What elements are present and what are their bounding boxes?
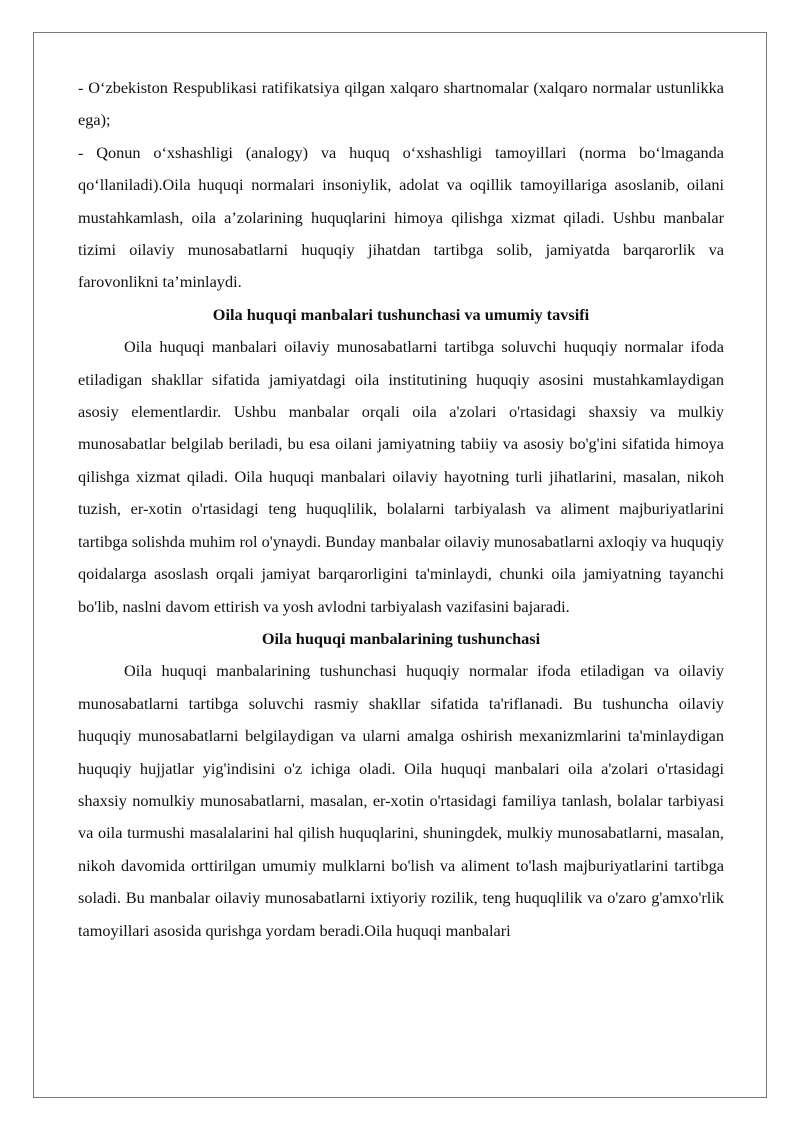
section-heading-general-description: Oila huquqi manbalari tushunchasi va umumiy tavsifi [212,304,590,324]
document-body [78,72,724,947]
list-item-analogy-principles: - Qonun o‘xshashligi (analogy) va huquq o‘xshashligi tamoyillari (norma bo‘lmaganda qo‘llaniladi).Oila huquqi normalari insoniylik, adolat va oqillik tamoyillariga asoslanib, oilani mustahkamlash, oila a’zolarining huquqlarini himoya qilishga xizmat qiladi. Ushbu manbalar tizimi oilaviy munosabatlarni huquqiy jihatdan tartibga solib, jamiyatda barqarorlik va farovonlikni ta’minlaydi. [78,142,724,292]
list-item-international-treaties: - O‘zbekiston Respublikasi ratifikatsiya qilgan xalqaro shartnomalar (xalqaro normalar ustunlikka ega); [78,78,724,130]
section-heading-concept: Oila huquqi manbalarining tushunchasi [261,628,541,648]
paragraph-general-description: Oila huquqi manbalari oilaviy munosabatlarni tartibga soluvchi huquqiy normalar ifoda etiladigan shakllar sifatida jamiyatdagi oila institutining huquqiy asosini mustahkamlaydigan asosiy elementlardir. Ushbu manbalar orqali oila a'zolari o'rtasidagi shaxsiy va mulkiy munosabatlar belgilab beriladi, bu esa oilani jamiyatning tabiiy va asosiy bo'g'ini sifatida himoya qilishga xizmat qiladi. Oila huquqi manbalari oilaviy hayotning turli jihatlarini, masalan, nikoh tuzish, er-xotin o'rtasidagi teng huquqlilik, bolalarni tarbiyalash va aliment majburiyatlarini tartibga solishda muhim rol o'ynaydi. Bunday manbalar oilaviy munosabatlarni axloqiy va huquqiy qoidalarga asoslash orqali jamiyat barqarorligini ta'minlaydi, chunki oila jamiyatning tayanchi bo'lib, naslni davom ettirish va yosh avlodni tarbiyalash vazifasini bajaradi. [78,337,724,616]
paragraph-concept: Oila huquqi manbalarining tushunchasi huquqiy normalar ifoda etiladigan va oilaviy munosabatlarni tartibga soluvchi rasmiy shakllar sifatida ta'riflanadi. Bu tushuncha oilaviy huquqiy munosabatlarni belgilaydigan va ularni amalga oshirish mexanizmlarini ta'minlaydigan huquqiy hujjatlar yig'indisini o'z ichiga oladi. Oila huquqi manbalari oila a'zolari o'rtasidagi shaxsiy nomulkiy munosabatlarni, masalan, er-xotin o'rtasidagi familiya tanlash, bolalar tarbiyasi va oila turmushi masalalarini hal qilish huquqlarini, shuningdek, mulkiy munosabatlarni, masalan, nikoh davomida orttirilgan umumiy mulklarni bo'lish va aliment to'lash majburiyatlarini tartibga soladi. Bu manbalar oilaviy munosabatlarni ixtiyoriy rozilik, teng huquqlilik va o'zaro g'amxo'rlik tamoyillari asosida qurishga yordam beradi.Oila huquqi manbalari [78,661,724,940]
